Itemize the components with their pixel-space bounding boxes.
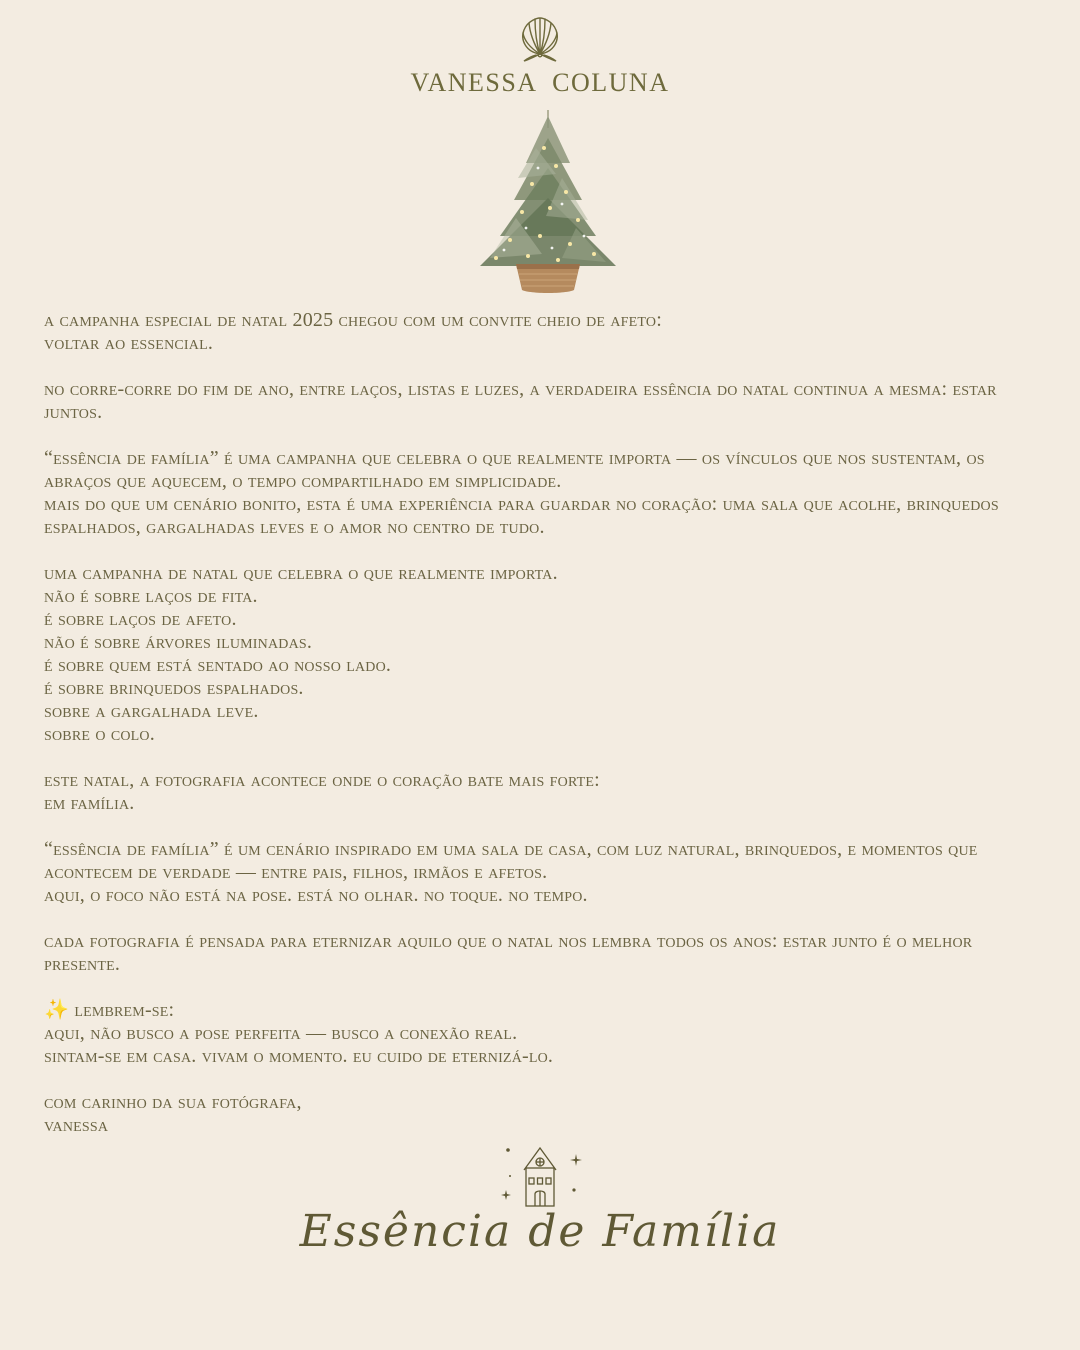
footer (0, 1140, 1080, 1257)
signoff-name: vanessa (44, 1114, 109, 1136)
text-line: não é sobre árvores iluminadas. (44, 631, 313, 653)
paragraph (44, 930, 1044, 976)
text-line: em família. (44, 792, 135, 814)
text-line: “essência de família” é uma campanha que celebra o que realmente importa — os vínculos que nos sustentam, os abraços que aquecem, o tempo compartilhado em simplicidade. (44, 447, 985, 492)
sparkles-icon: ✨ (44, 999, 70, 1021)
text-line: é sobre laços de afeto. (44, 608, 237, 630)
signoff (44, 1091, 1044, 1137)
text-line: voltar ao essencial. (44, 332, 214, 354)
reminder-heading: lembrem-se: (74, 999, 175, 1021)
paragraph (44, 769, 1044, 815)
reminder (44, 999, 1044, 1068)
paragraph (44, 309, 1044, 355)
letter-body (44, 309, 1044, 1160)
header (0, 14, 1080, 98)
paragraph (44, 378, 1044, 424)
text-line: “essência de família” é um cenário inspirado em uma sala de casa, com luz natural, brinquedos, e momentos que acontecem de verdade — entre pais, filhos, irmãos e afetos. (44, 838, 978, 883)
text-line: sintam-se em casa. vivam o momento. eu cuido de eternizá-lo. (44, 1045, 554, 1067)
text-line: mais do que um cenário bonito, esta é uma experiência para guardar no coração: uma sala que acolhe, brinquedos espalhados, gargalhadas leves e o amor no centro de tudo. (44, 493, 999, 538)
paragraph (44, 447, 1044, 539)
text-line: a campanha especial de natal 2025 chegou com um convite cheio de afeto: (44, 309, 662, 331)
text-line: sobre a gargalhada leve. (44, 700, 259, 722)
christmas-tree-icon (466, 108, 631, 298)
text-line: sobre o colo. (44, 723, 155, 745)
paragraph (44, 562, 1044, 746)
text-line: este natal, a fotografia acontece onde o coração bate mais forte: (44, 769, 600, 791)
text-line: não é sobre laços de fita. (44, 585, 258, 607)
text-line: cada fotografia é pensada para eternizar aquilo que o natal nos lembra todos os anos: estar junto é o melhor presente. (44, 930, 973, 975)
text-line: aqui, não busco a pose perfeita — busco a conexão real. (44, 1022, 518, 1044)
campaign-title: Essência de Família (299, 1206, 781, 1257)
text-line: uma campanha de natal que celebra o que realmente importa. (44, 562, 558, 584)
text-line: aqui, o foco não está na pose. está no olhar. no toque. no tempo. (44, 884, 588, 906)
text-line: no corre-corre do fim de ano, entre laços, listas e luzes, a verdadeira essência do natal continua a mesma: estar juntos. (44, 378, 997, 423)
reminder-heading-line (44, 999, 1044, 1022)
house-icon (490, 1140, 590, 1212)
shell-icon (516, 14, 564, 66)
text-line: é sobre quem está sentado ao nosso lado. (44, 654, 392, 676)
signoff-line: com carinho da sua fotógrafa, (44, 1091, 302, 1113)
text-line: é sobre brinquedos espalhados. (44, 677, 304, 699)
brand-name: VANESSA COLUNA (410, 68, 670, 97)
paragraph (44, 838, 1044, 907)
